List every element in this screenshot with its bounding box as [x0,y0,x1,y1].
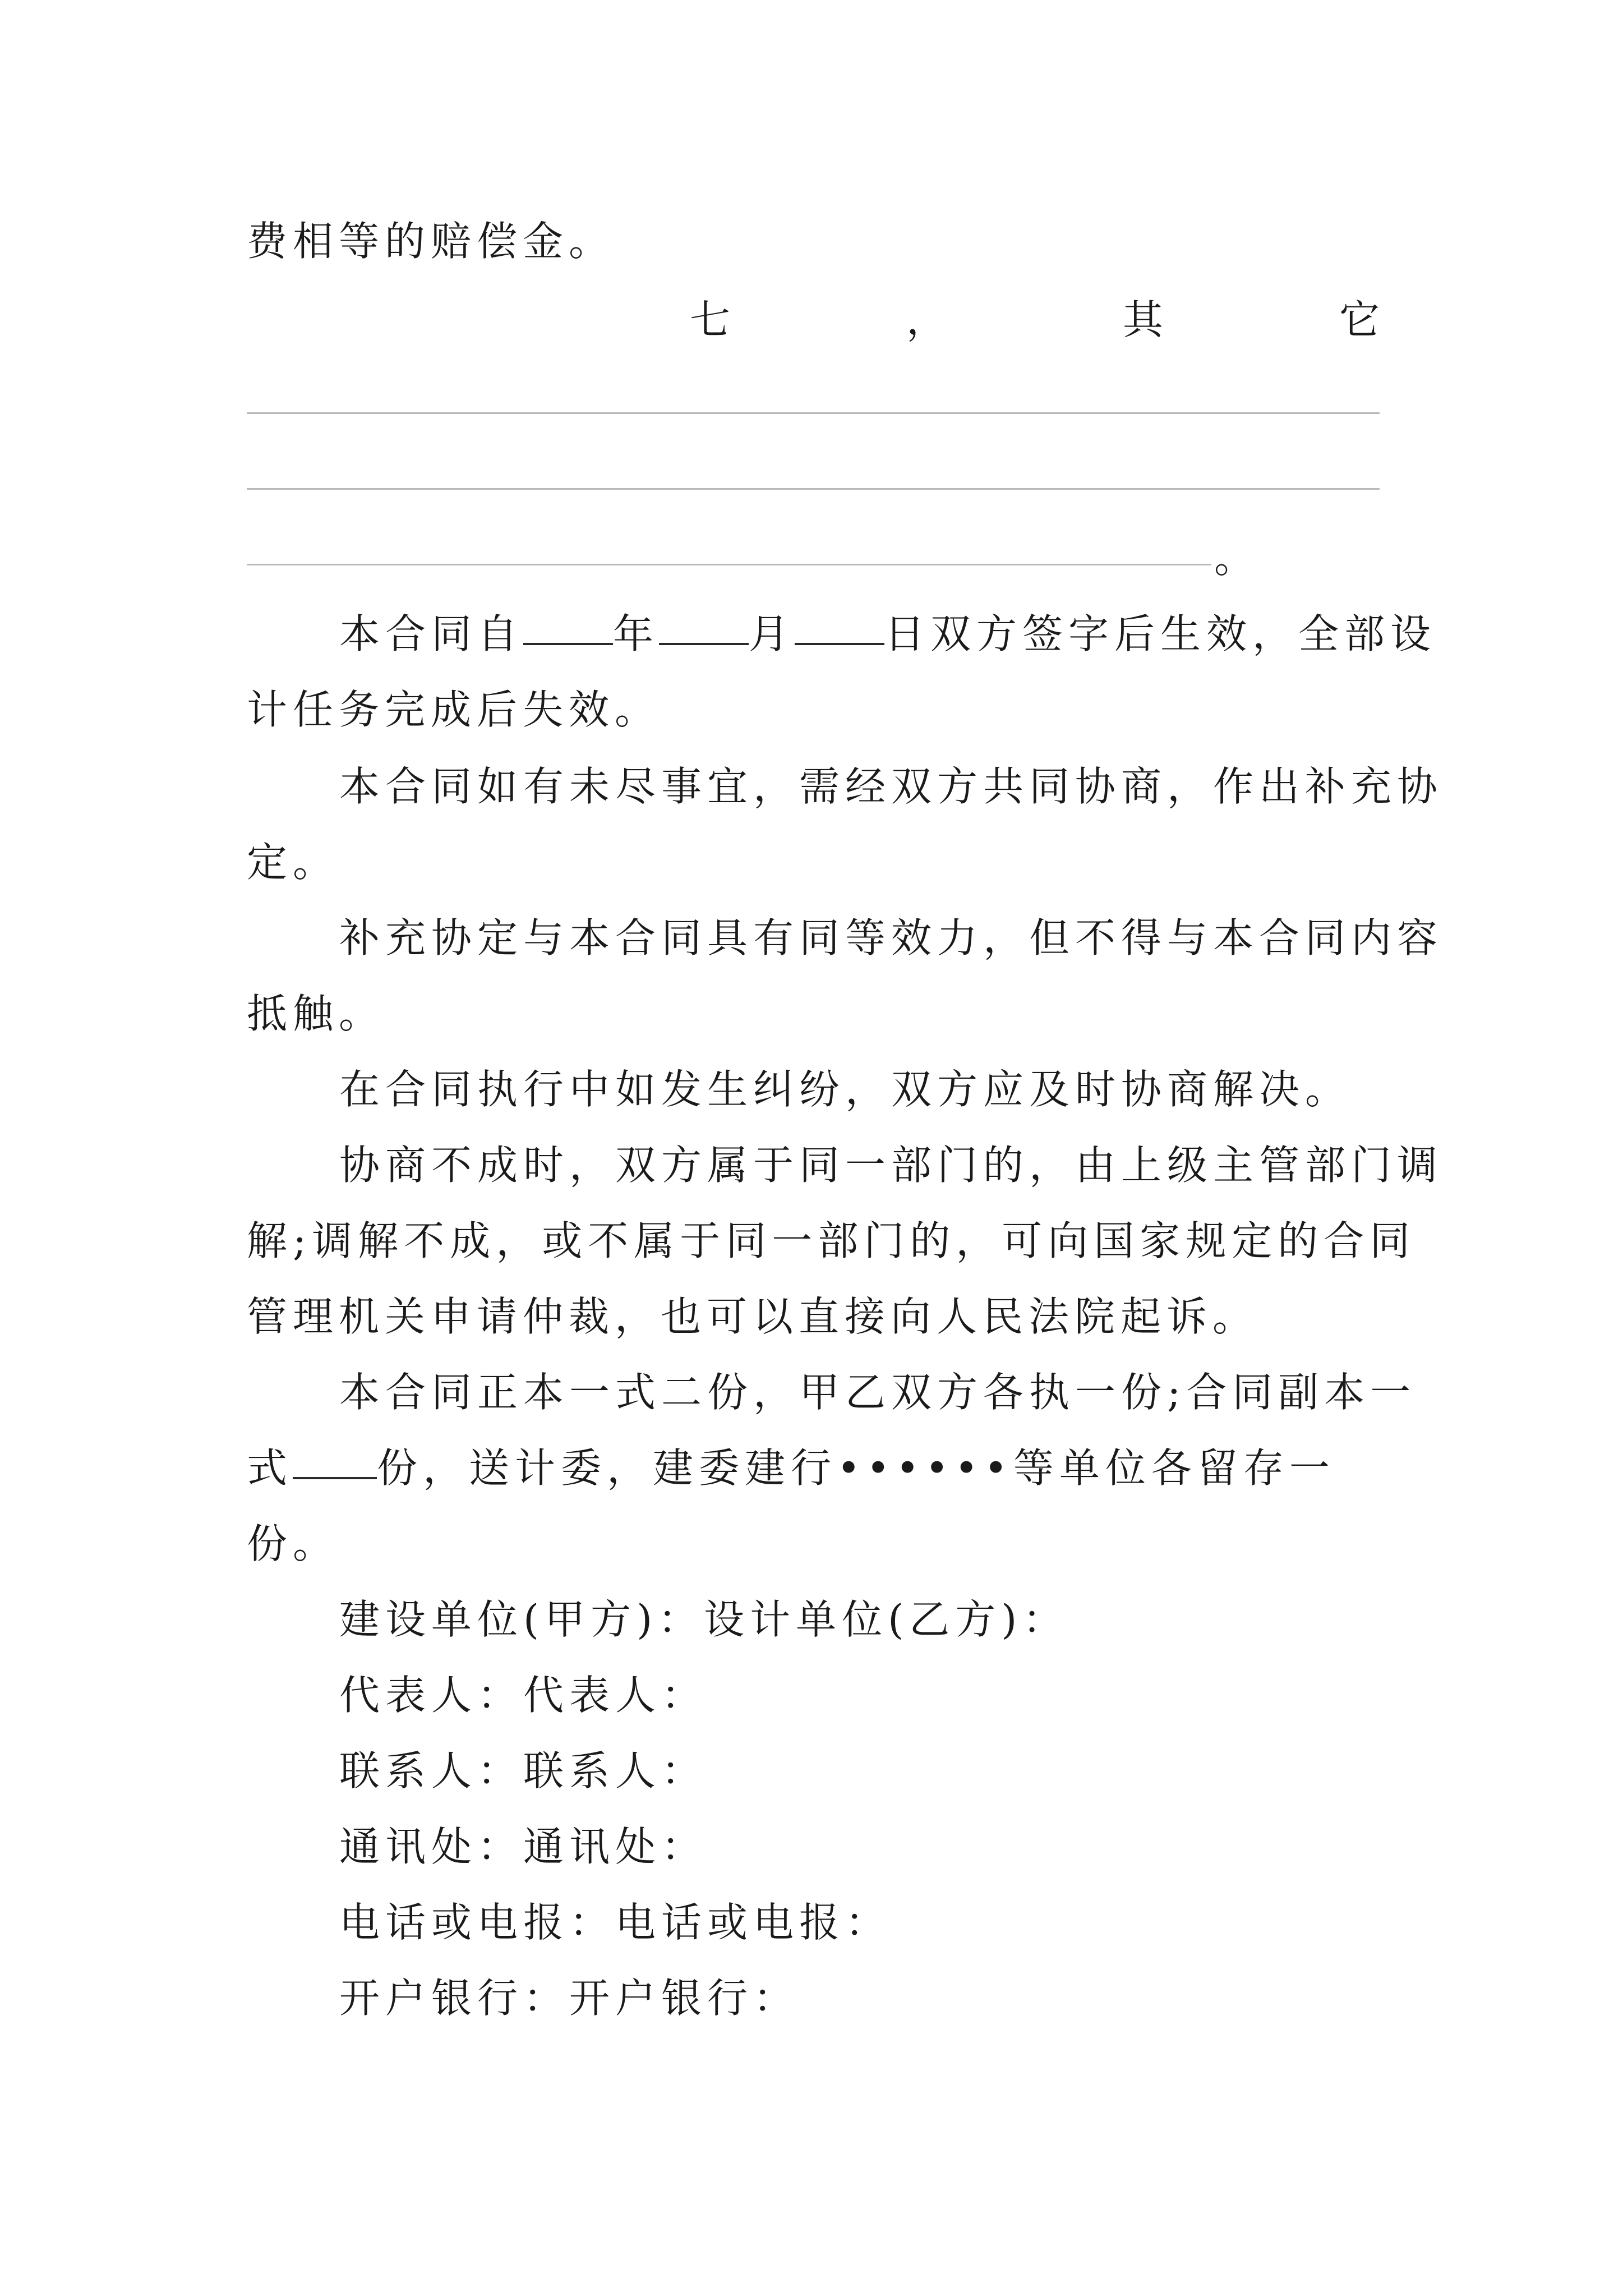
paragraph-arbitration-cont-2: 管理机关申请仲裁，也可以直接向人民法院起诉。 [247,1293,1259,1340]
day-blank [795,606,884,645]
paragraph-copies-cont-1: 式 份，送计委，建委建行••••••等单位各留存一 [247,1440,1380,1496]
fill-in-rule-2 [247,488,1380,490]
signature-line-address: 通讯处：通讯处： [339,1823,708,1870]
signature-line-units: 建设单位(甲方)：设计单位(乙方)： [339,1596,1069,1643]
paragraph-supplement-cont: 抵触。 [247,990,385,1037]
paragraph-effective-date: 本合同自 年 月 日双方签字后生效，全部设 [339,606,1380,662]
paragraph-unsettled-matters-cont: 定。 [247,839,339,886]
paragraph-arbitration: 协商不成时，双方属于同一部门的，由上级主管部门调 [339,1142,1444,1189]
year-blank [523,606,613,645]
paragraph-disputes: 在合同执行中如发生纠纷，双方应及时协商解决。 [339,1066,1352,1113]
signature-line-phone: 电话或电报：电话或电报： [339,1899,892,1946]
continued-text-line: 费相等的赔偿金。 [247,218,615,265]
heading-char-3: 其 [1122,296,1163,343]
paragraph-copies: 本合同正本一式二份，甲乙双方各执一份;合同副本一 [339,1369,1417,1416]
paragraph-copies-cont-2: 份。 [247,1520,339,1567]
paragraph-unsettled-matters: 本合同如有未尽事宜，需经双方共同协商，作出补充协 [339,763,1444,810]
heading-char-2: ， [906,296,947,343]
heading-char-4: 它 [1339,296,1380,343]
paragraph-effective-date-cont: 计任务完成后失效。 [247,686,661,733]
fill-in-rule-1 [247,412,1380,414]
month-blank [659,606,749,645]
heading-char-1: 七 [690,296,731,343]
signature-line-bank: 开户银行：开户银行： [339,1975,800,2022]
rule-end-mark: 。 [1214,535,1255,582]
paragraph-arbitration-cont-1: 解;调解不成，或不属于同一部门的，可向国家规定的合同 [247,1217,1416,1264]
paragraph-supplement: 补充协定与本合同具有同等效力，但不得与本合同内容 [339,914,1444,961]
signature-line-contact: 联系人：联系人： [339,1747,708,1795]
copies-count-blank [293,1440,377,1479]
fill-in-rule-3 [247,564,1211,565]
section-heading [690,292,1380,348]
signature-line-representative: 代表人：代表人： [339,1672,708,1719]
